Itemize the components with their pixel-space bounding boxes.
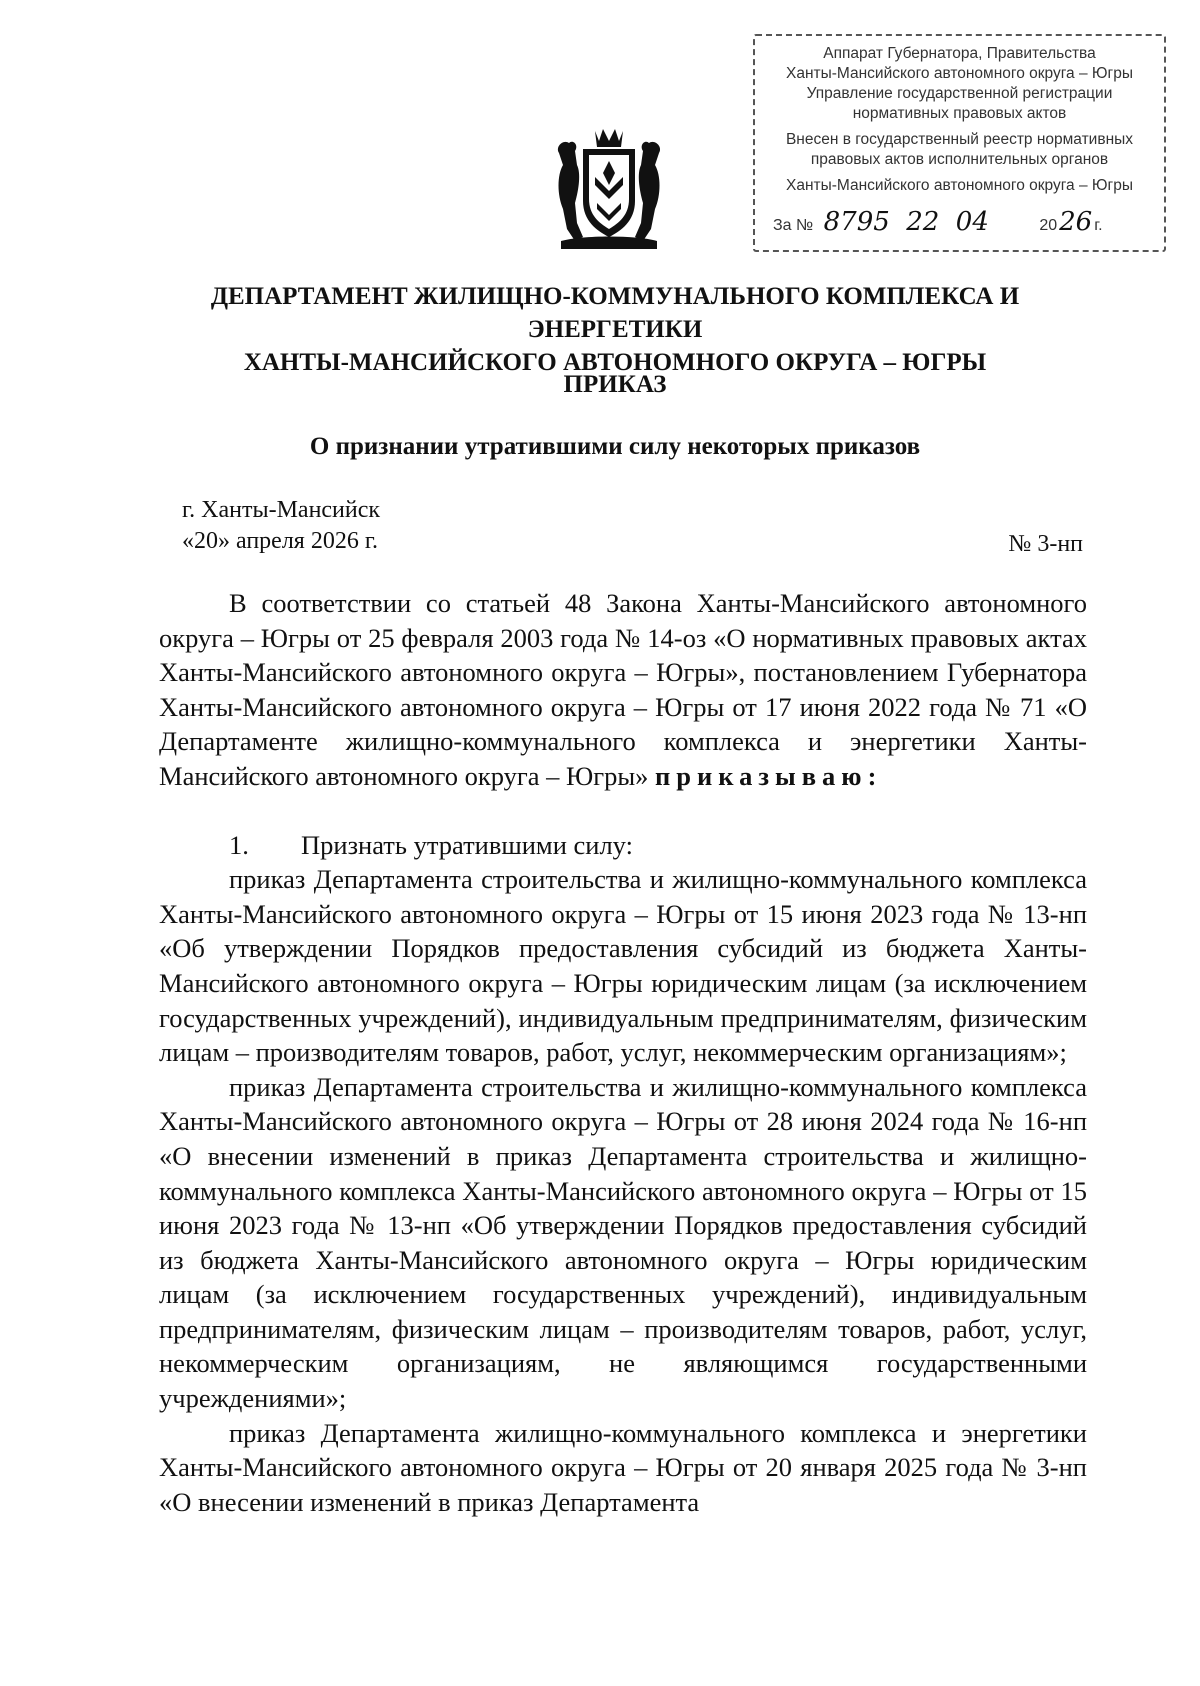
place-of-issue: г. Ханты-Мансийск	[182, 497, 381, 523]
order-colon: :	[867, 760, 877, 791]
document-number: № 3-нп	[1008, 531, 1083, 557]
header-line-1: ДЕПАРТАМЕНТ ЖИЛИЩНО-КОММУНАЛЬНОГО КОМПЛЕКСА И ЭНЕРГЕТИКИ	[210, 283, 1020, 343]
stamp-line: Ханты-Мансийского автономного округа – Югры	[786, 65, 1133, 82]
item-number: 1.	[229, 829, 249, 860]
stamp-line: Ханты-Мансийского автономного округа – Югры	[786, 177, 1133, 194]
stamp-registration-line	[773, 207, 1154, 237]
preamble-paragraph	[159, 586, 1087, 794]
stamp-reg-year: 26	[1059, 207, 1093, 237]
stamp-line: нормативных правовых актов	[852, 105, 1067, 122]
department-header	[140, 280, 1090, 379]
order-paragraph: приказ Департамента жилищно-коммунального комплекса и энергетики Ханты-Мансийского автономного округа – Югры от 20 января 2025 года № 3-нп «О внесении изменений в приказ Департамента	[159, 1417, 1087, 1517]
stamp-line: правовых актов исполнительных органов	[810, 151, 1109, 168]
list-item-1	[159, 828, 1087, 863]
document-subject: О признании утратившими силу некоторых приказов	[309, 433, 921, 460]
coat-of-arms-icon	[553, 125, 665, 253]
item-text: Признать утратившими силу:	[301, 829, 633, 860]
header-line-2: ХАНТЫ-МАНСИЙСКОГО АВТОНОМНОГО ОКРУГА – ЮГРЫ	[243, 349, 987, 376]
registration-stamp	[753, 34, 1166, 252]
issue-date: «20» апреля 2026 г.	[182, 528, 378, 554]
order-word: приказываю	[655, 760, 868, 791]
stamp-reg-month: 04	[955, 207, 989, 237]
stamp-line: Управление государственной регистрации	[806, 85, 1113, 102]
stamp-reg-suffix: г.	[1094, 217, 1103, 234]
order-paragraph: приказ Департамента строительства и жилищно-коммунального комплекса Ханты-Мансийского автономного округа – Югры от 28 июня 2024 года № 16-нп «О внесении изменений в приказ Департамента строительства и жилищно-коммунального комплекса Ханты-Мансийского автономного округа – Югры от 15 июня 2023 года № 13-нп «Об утверждении Порядков предоставления субсидий из бюджета Ханты-Мансийского автономного округа – Югры юридическим лицам (за исключением государственных учреждений), индивидуальным предпринимателям, физическим лицам – производителям товаров, работ, услуг, некоммерческим организациям, не являющимся государственными учреждениями»;	[159, 1071, 1087, 1414]
stamp-line: Внесен в государственный реестр нормативных	[785, 131, 1134, 148]
stamp-reg-prefix: За №	[773, 217, 814, 234]
stamp-reg-day: 22	[906, 207, 940, 237]
document-type: ПРИКАЗ	[563, 371, 667, 398]
stamp-reg-year-prefix: 20	[1039, 217, 1058, 234]
stamp-line: Аппарат Губернатора, Правительства	[823, 45, 1096, 62]
preamble-text: В соответствии со статьей 48 Закона Ханты-Мансийского автономного округа – Югры от 25 февраля 2003 года № 14-оз «О нормативных правовых актах Ханты-Мансийского автономного округа – Югры», постановлением Губернатора Ханты-Мансийского автономного округа – Югры от 17 июня 2022 года № 71 «О Департаменте жилищно-коммунального комплекса и энергетики Ханты-Мансийского автономного округа – Югры»	[159, 588, 1087, 791]
order-paragraph: приказ Департамента строительства и жилищно-коммунального комплекса Ханты-Мансийского автономного округа – Югры от 15 июня 2023 года № 13-нп «Об утверждении Порядков предоставления субсидий из бюджета Ханты-Мансийского автономного округа – Югры юридическим лицам (за исключением государственных учреждений), индивидуальным предпринимателям, физическим лицам – производителям товаров, работ, услуг, некоммерческим организациям»;	[159, 864, 1087, 1068]
document-body	[159, 586, 1087, 1519]
stamp-reg-number: 8795	[823, 207, 890, 237]
